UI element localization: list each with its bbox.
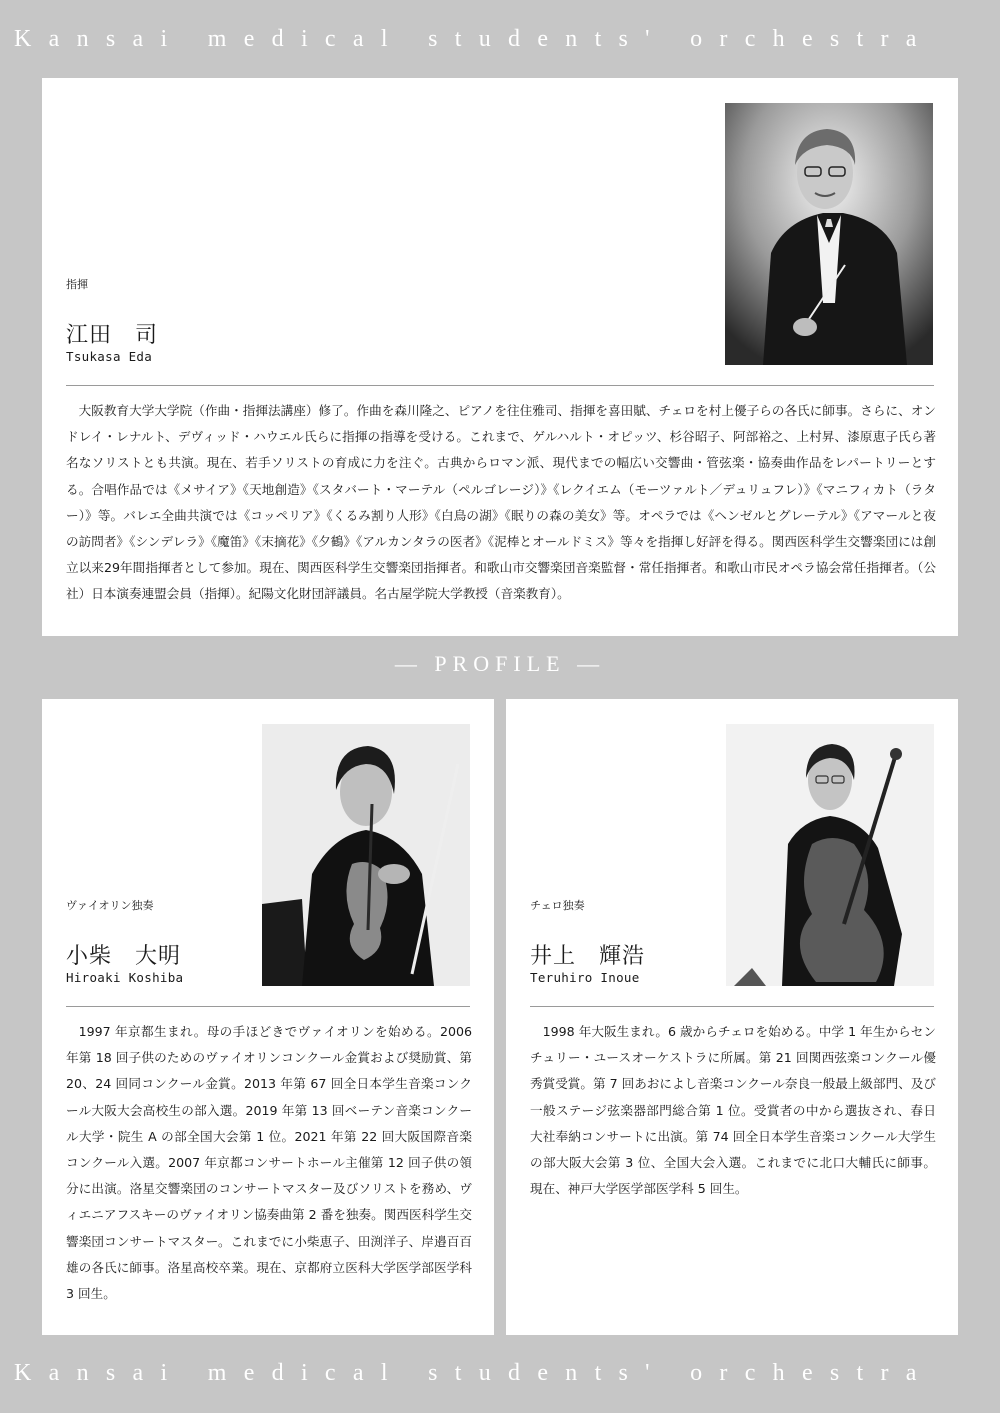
conductor-card (42, 78, 958, 636)
cellist-role: チェロ独奏 (530, 899, 585, 912)
profile-section-title: — PROFILE — (394, 651, 606, 676)
cellist-bio: 1998 年大阪生まれ。6 歳からチェロを始める。中学 1 年生からセンチュリー・ユースオーケストラに所属。第 21 回関西弦楽コンクール優秀賞受賞。第 7 回あおによし音楽コンクール奈良一般最上級部門、及び一般ステージ弦楽器部門総合第 1 位。受賞者の中から選抜され、春日大社奉納コンサートに出演。第 74 回全日本学生音楽コンクール大学生の部大阪大会第 3 位、全国大会入選。これまでに北口大輔氏に師事。現在、神戸大学医学部医学科 5 回生。 (530, 1024, 936, 1197)
violinist-card (42, 699, 494, 1335)
conductor-role: 指揮 (66, 278, 88, 291)
violinist-name-jp: 小柴 大明 (66, 944, 182, 969)
cellist-divider (530, 1006, 934, 1007)
conductor-bio: 大阪教育大学大学院（作曲・指揮法講座）修了。作曲を森川隆之、ピアノを往住雅司、指揮を喜田賦、チェロを村上優子らの各氏に師事。さらに、オンドレイ・レナルト、デヴィッド・ハウエル氏らに指揮の指導を受ける。これまで、ゲルハルト・オピッツ、杉谷昭子、阿部裕之、上村昇、漆原恵子氏ら著名なソリストとも共演。現在、若手ソリストの育成に力を注ぐ。古典からロマン派、現代までの幅広い交響曲・管弦楽・協奏曲作品をレパートリーとする。合唱作品では《メサイア》《天地創造》《スタバート・マーテル（ペルゴレージ）》《レクイエム（モーツァルト／デュリュフレ）》《マニフィカト（ラター）》等。バレエ全曲共演では《コッペリア》《くるみ割り人形》《白鳥の湖》《眠りの森の美女》等。オペラでは《ヘンゼルとグレーテル》《アマールと夜の訪問者》《シンデレラ》《魔笛》《末摘花》《夕鶴》《アルカンタラの医者》《泥棒とオールドミス》等々を指揮し好評を得る。関西医科学生交響楽団には創立以来29年間指揮者として参加。現在、関西医科学生交響楽団指揮者。和歌山市交響楽団音楽監督・常任指揮者。和歌山市民オペラ協会常任指揮者。（公社）日本演奏連盟会員（指揮）。紀陽文化財団評議員。名古屋学院大学教授（音楽教育）。 (66, 403, 936, 602)
cellist-card (506, 699, 958, 1335)
violinist-photo (262, 724, 470, 986)
cellist-photo (726, 724, 934, 986)
top-banner (0, 14, 1000, 64)
cellist-name-en: Teruhiro Inoue (530, 970, 640, 985)
violinist-bio: 1997 年京都生まれ。母の手ほどきでヴァイオリンを始める。2006 年第 18 回子供のためのヴァイオリンコンクール金賞および奨励賞、第 20、24 回同コンクール金賞。2013 年第 67 回全日本学生音楽コンクール大阪大会高校生の部入選。2019 年第 13 回ベーテン音楽コンクール大学・院生 A の部全国大会第 1 位。2021 年第 22 回大阪国際音楽コンクール入選。2007 年京都コンサートホール主催第 12 回子供の領分に出演。洛星交響楽団のコンサートマスター及びソリストを務め、ヴィエニアフスキーのヴァイオリン協奏曲第 2 番を独奏。関西医科学生交響楽団コンサートマスター。これまでに小柴恵子、田渕洋子、岸邉百百雄の各氏に師事。洛星高校卒業。現在、京都府立医科大学医学部医学科 3 回生。 (66, 1024, 472, 1302)
bottom-banner (0, 1348, 1000, 1398)
conductor-divider (66, 385, 934, 386)
bottom-banner-text: Kansai medical students' orchestra (14, 1359, 934, 1386)
top-banner-text: Kansai medical students' orchestra (14, 25, 934, 52)
conductor-photo (725, 103, 933, 365)
violinist-name-en: Hiroaki Koshiba (66, 970, 184, 985)
cellist-name-jp: 井上 輝浩 (530, 944, 646, 969)
violinist-divider (66, 1006, 470, 1007)
violinist-role: ヴァイオリン独奏 (66, 899, 154, 912)
conductor-name-en: Tsukasa Eda (66, 349, 153, 364)
conductor-name-jp: 江田 司 (66, 323, 159, 348)
